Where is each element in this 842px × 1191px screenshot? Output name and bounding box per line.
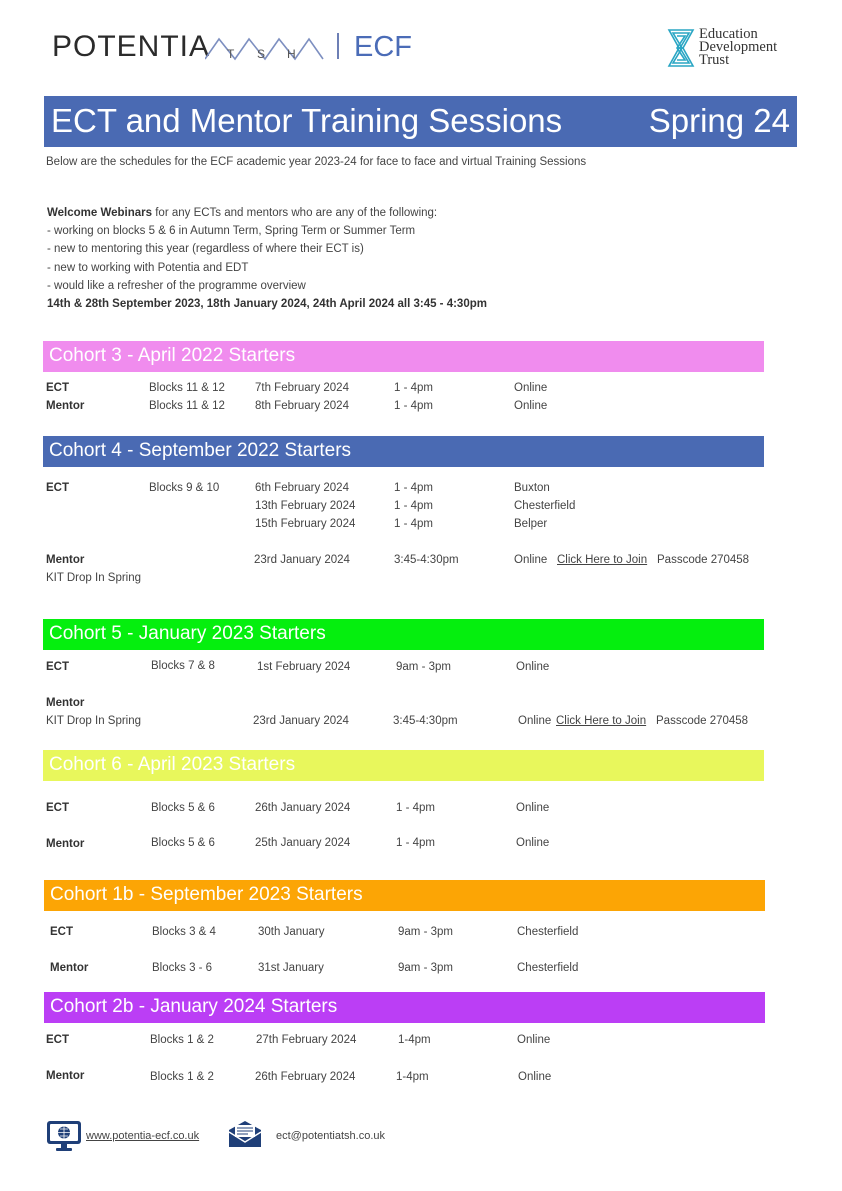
row-time: 1 - 4pm xyxy=(396,802,435,814)
row-venue: Online xyxy=(514,400,548,412)
cohort-1b-header: Cohort 1b - September 2023 Starters xyxy=(44,880,765,911)
welcome-item: - new to working with Potentia and EDT xyxy=(47,261,249,274)
row-venue: Chesterfield xyxy=(517,926,579,938)
row-time: 1 - 4pm xyxy=(394,482,433,494)
row-blocks: Blocks 1 & 2 xyxy=(150,1071,214,1083)
page-title: ECT and Mentor Training Sessions xyxy=(51,102,563,139)
row-role: ECT xyxy=(46,802,69,814)
row-time: 3:45-4:30pm xyxy=(393,715,458,727)
envelope-icon xyxy=(228,1120,262,1148)
row-blocks: Blocks 9 & 10 xyxy=(149,482,220,494)
row-role: Mentor xyxy=(46,838,85,850)
row-date: 13th February 2024 xyxy=(255,500,356,512)
row-date: 23rd January 2024 xyxy=(254,554,350,566)
row-blocks: Blocks 3 & 4 xyxy=(152,926,216,938)
row-blocks: Blocks 5 & 6 xyxy=(151,837,215,849)
join-link[interactable]: Click Here to Join xyxy=(556,715,647,727)
contact-email: ect@potentiatsh.co.uk xyxy=(276,1130,386,1142)
row-blocks: Blocks 5 & 6 xyxy=(151,802,215,814)
cohort-4-header: Cohort 4 - September 2022 Starters xyxy=(43,436,764,467)
row-date: 27th February 2024 xyxy=(256,1034,357,1046)
row-role: ECT xyxy=(46,1034,69,1046)
tsh-letter-s: S xyxy=(257,47,266,61)
row-date: 1st February 2024 xyxy=(257,661,351,673)
row-venue: Online xyxy=(516,802,550,814)
row-date: 15th February 2024 xyxy=(255,518,356,530)
edt-logo-icon xyxy=(667,28,695,68)
row-time: 1 - 4pm xyxy=(394,500,433,512)
row-date: 26th January 2024 xyxy=(255,802,351,814)
tsh-letter-t: T xyxy=(227,47,235,61)
row-venue: Belper xyxy=(514,518,548,530)
row-time: 9am - 3pm xyxy=(398,962,453,974)
logo-divider xyxy=(337,33,339,59)
row-venue: Online xyxy=(514,382,548,394)
ecf-logo-text: ECF xyxy=(354,31,412,63)
row-venue: Online xyxy=(516,661,550,673)
row-date: 6th February 2024 xyxy=(255,482,349,494)
cohort-6-header: Cohort 6 - April 2023 Starters xyxy=(43,750,764,781)
passcode: Passcode 270458 xyxy=(657,554,750,566)
house-roof-icon xyxy=(205,35,325,61)
welcome-item: - working on blocks 5 & 6 in Autumn Term, Spring Term or Summer Term xyxy=(47,225,416,238)
passcode: Passcode 270458 xyxy=(656,715,749,727)
edt-logo-text: Education Development Trust xyxy=(699,26,778,68)
row-time: 1 - 4pm xyxy=(394,400,433,412)
row-blocks: Blocks 7 & 8 xyxy=(151,660,215,672)
row-venue: Buxton xyxy=(514,482,550,494)
row-subtitle: KIT Drop In Spring xyxy=(46,572,142,584)
page-title-banner xyxy=(44,96,797,147)
cohort-5-header: Cohort 5 - January 2023 Starters xyxy=(43,619,764,650)
row-date: 30th January xyxy=(258,926,325,938)
row-venue: Online xyxy=(518,715,552,727)
row-subtitle: KIT Drop In Spring xyxy=(46,715,142,727)
row-time: 1 - 4pm xyxy=(394,382,433,394)
row-venue: Online xyxy=(517,1034,551,1046)
row-role: ECT xyxy=(46,382,69,394)
term-label: Spring 24 xyxy=(648,102,790,139)
row-date: 31st January xyxy=(258,962,324,974)
website-link[interactable]: www.potentia-ecf.co.uk xyxy=(86,1130,200,1142)
cohort-3-header: Cohort 3 - April 2022 Starters xyxy=(43,341,764,372)
row-role: ECT xyxy=(46,661,69,673)
row-blocks: Blocks 3 - 6 xyxy=(152,962,213,974)
row-venue: Online xyxy=(518,1071,552,1083)
welcome-item: - would like a refresher of the programme overview xyxy=(47,279,306,292)
tsh-letter-h: H xyxy=(287,47,296,61)
row-role: Mentor xyxy=(46,554,85,566)
computer-globe-icon xyxy=(46,1120,82,1152)
row-time: 9am - 3pm xyxy=(396,661,451,673)
row-date: 26th February 2024 xyxy=(255,1071,356,1083)
row-time: 1-4pm xyxy=(398,1034,431,1046)
row-role: ECT xyxy=(46,482,69,494)
join-link[interactable]: Click Here to Join xyxy=(557,554,648,566)
row-date: 8th February 2024 xyxy=(255,400,349,412)
row-role: Mentor xyxy=(46,1070,85,1082)
row-role: ECT xyxy=(50,926,73,938)
row-blocks: Blocks 11 & 12 xyxy=(149,400,225,412)
welcome-dates: 14th & 28th September 2023, 18th January 2024, 24th April 2024 all 3:45 - 4:30pm xyxy=(47,298,487,311)
row-venue: Online xyxy=(516,837,550,849)
row-date: 25th January 2024 xyxy=(255,837,351,849)
row-blocks: Blocks 1 & 2 xyxy=(150,1034,214,1046)
row-role: Mentor xyxy=(46,400,85,412)
welcome-item: - new to mentoring this year (regardless of where their ECT is) xyxy=(47,243,364,256)
row-role: Mentor xyxy=(50,962,89,974)
row-venue: Chesterfield xyxy=(517,962,579,974)
row-role: Mentor xyxy=(46,697,85,709)
row-date: 23rd January 2024 xyxy=(253,715,349,727)
row-blocks: Blocks 11 & 12 xyxy=(149,382,225,394)
row-time: 3:45-4:30pm xyxy=(394,554,459,566)
row-venue: Chesterfield xyxy=(514,500,576,512)
row-time: 1-4pm xyxy=(396,1071,429,1083)
row-date: 7th February 2024 xyxy=(255,382,349,394)
row-time: 9am - 3pm xyxy=(398,926,453,938)
row-venue: Online xyxy=(514,554,548,566)
row-time: 1 - 4pm xyxy=(396,837,435,849)
row-time: 1 - 4pm xyxy=(394,518,433,530)
cohort-2b-header: Cohort 2b - January 2024 Starters xyxy=(44,992,765,1023)
potentia-logo-text: POTENTIA xyxy=(52,30,211,63)
intro-text: Below are the schedules for the ECF academic year 2023-24 for face to face and virtual Training Sessions xyxy=(46,156,587,168)
welcome-webinars: Welcome Webinars for any ECTs and mentors who are any of the following: - working on blocks 5 & 6 in Autumn Term, Spring Term or Summer Term - new to mentoring this year (regardless of where their ECT is) - new to working with Potentia and EDT - would like a refresher of the programme overview 14th & 28th September 2023, 18th January 2024, 24th April 2024 all 3:45 - 4:30pm xyxy=(47,204,487,313)
